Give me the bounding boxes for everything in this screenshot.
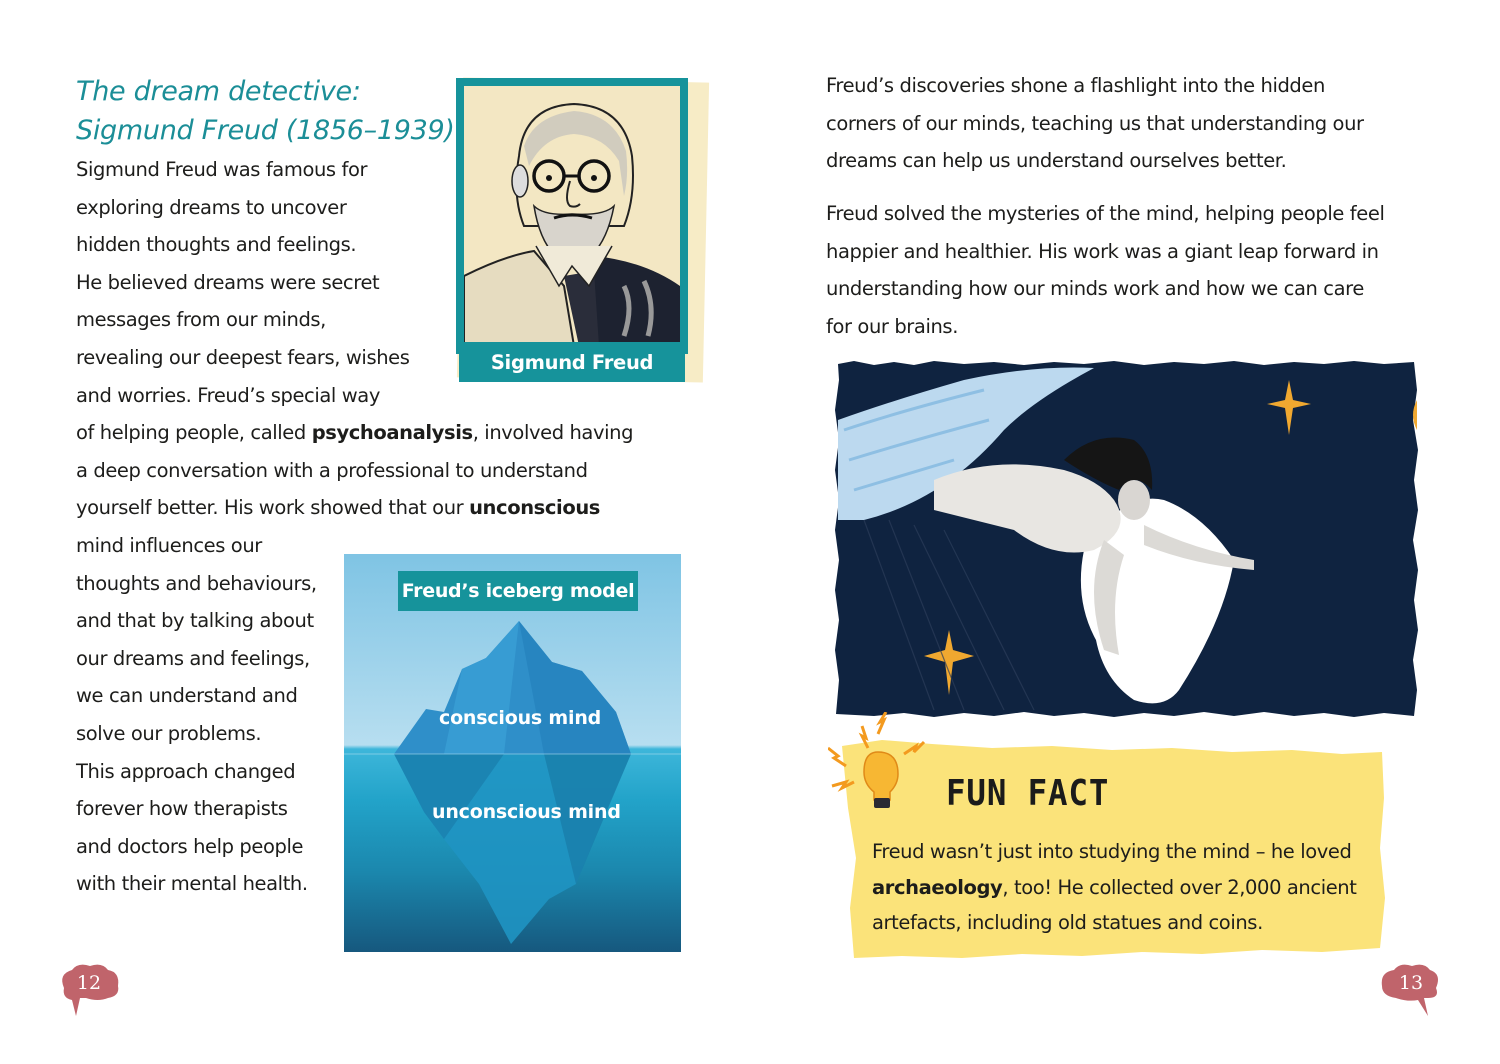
body-line: hidden thoughts and feelings. — [76, 233, 357, 257]
body-line: dreams can help us understand ourselves better. — [826, 149, 1287, 173]
paragraph-discoveries — [826, 67, 1364, 180]
page-number-badge — [1378, 962, 1444, 1022]
body-line: exploring dreams to uncover — [76, 195, 347, 219]
right-page — [750, 0, 1500, 1064]
freud-portrait — [452, 76, 708, 388]
body-line: Sigmund Freud was famous for — [76, 158, 368, 181]
body-line: This approach changed — [76, 759, 296, 783]
body-line: we can understand and — [76, 684, 298, 708]
fun-fact-box — [842, 738, 1387, 960]
body-line: solve our problems. — [76, 721, 262, 745]
keyword-archaeology: archaeology — [872, 875, 1003, 899]
body-line: mind influences our — [76, 533, 262, 557]
portrait-frame — [456, 78, 688, 354]
body-line: corners of our minds, teaching us that understanding our — [826, 111, 1364, 135]
iceberg-icon — [344, 554, 681, 952]
page-number-badge — [56, 962, 122, 1022]
body-line: thoughts and behaviours, — [76, 571, 317, 595]
keyword-psychoanalysis: psychoanalysis — [311, 421, 473, 445]
page-number: 13 — [1398, 972, 1424, 994]
body-line: happier and healthier. His work was a giant leap forward in — [826, 239, 1379, 263]
fun-fact-title: FUN FACT — [946, 773, 1110, 814]
fact-line: artefacts, including old statues and coins. — [872, 911, 1263, 934]
fun-fact-text — [872, 834, 1357, 941]
body-line: with their mental health. — [76, 872, 308, 896]
text-run: , too! He collected over 2,000 ancient — [1002, 875, 1357, 899]
text-run: of helping people, called — [76, 421, 312, 445]
paragraph-mysteries — [826, 195, 1385, 345]
unconscious-mind-label: unconscious mind — [432, 801, 621, 823]
freud-illustration-icon — [464, 86, 680, 346]
body-line: for our brains. — [826, 314, 958, 338]
lightbulb-icon — [828, 712, 948, 812]
body-line: He believed dreams were secret — [76, 270, 380, 294]
body-line: and that by talking about — [76, 609, 314, 633]
body-line: and doctors help people — [76, 834, 304, 858]
body-line: messages from our minds, — [76, 308, 326, 332]
body-line: revealing our deepest fears, wishes — [76, 345, 410, 369]
body-line: understanding how our minds work and how we can care — [826, 277, 1364, 301]
body-line: and worries. Freud’s special way — [76, 383, 380, 407]
page-title — [76, 72, 455, 150]
text-run: yourself better. His work showed that our — [76, 496, 470, 520]
page-number: 12 — [76, 972, 102, 994]
body-line: forever how therapists — [76, 797, 288, 821]
text-run: , involved having — [472, 421, 634, 445]
iceberg-model-diagram — [344, 554, 681, 952]
fact-line: Freud wasn’t just into studying the mind – he loved — [872, 840, 1352, 863]
conscious-mind-label: conscious mind — [439, 707, 602, 729]
dreaming-woman-illustration — [834, 360, 1419, 718]
keyword-unconscious: unconscious — [469, 496, 601, 520]
fact-line — [872, 870, 1357, 906]
iceberg-label: Freud’s iceberg model — [398, 571, 638, 611]
body-line: Freud solved the mysteries of the mind, helping people feel — [826, 202, 1385, 225]
body-line: Freud’s discoveries shone a flashlight into the hidden — [826, 74, 1325, 97]
title-line-1: The dream detective: — [76, 76, 361, 107]
body-line — [76, 414, 633, 452]
body-line: a deep conversation with a professional to understand — [76, 458, 588, 482]
body-line — [76, 489, 633, 527]
body-line: our dreams and feelings, — [76, 646, 310, 670]
title-line-2: Sigmund Freud (1856–1939) — [76, 115, 455, 146]
portrait-caption: Sigmund Freud — [459, 342, 685, 382]
